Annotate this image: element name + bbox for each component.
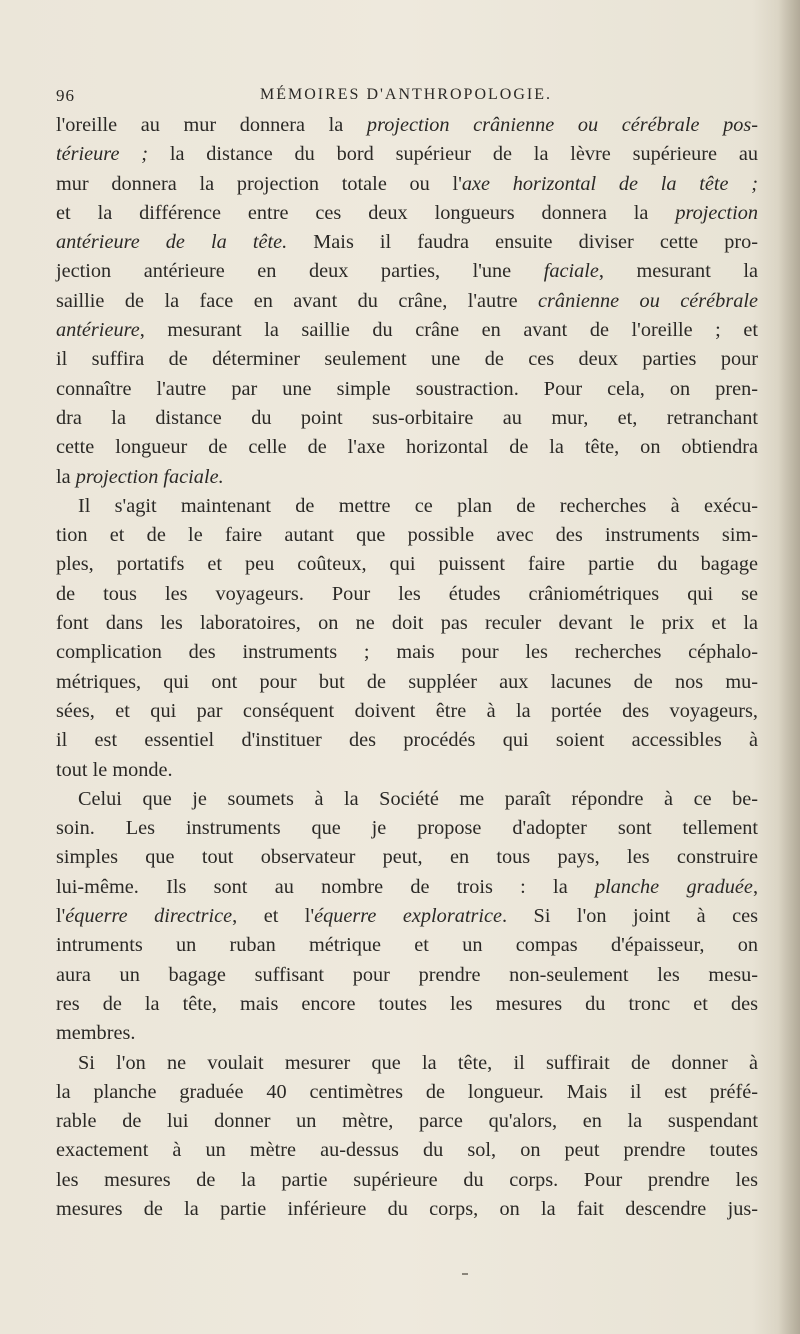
italic-term: antérieure de la tête. [56, 231, 288, 254]
running-title: MÉMOIRES D'ANTHROPOLOGIE. [260, 86, 552, 103]
text-line [56, 170, 758, 199]
text-segment: tout le monde. [56, 758, 173, 781]
text-segment: il suffira de déterminer seulement une de ces deux parties pour [56, 348, 758, 371]
text-segment: font dans les laboratoires, on ne doit pas reculer devant le prix et la [56, 612, 758, 635]
text-segment: exactement à un mètre au-dessus du sol, on peut prendre toutes [56, 1139, 758, 1162]
text-segment: la planche graduée 40 centimètres de longueur. Mais il est préfé- [56, 1080, 758, 1103]
text-line [56, 931, 758, 960]
text-segment: l' [56, 905, 66, 928]
text-line [56, 814, 758, 843]
text-segment: Si l'on ne voulait mesurer que la tête, il suffirait de donner à [78, 1051, 758, 1074]
text-line [56, 404, 758, 433]
italic-term: équerre exploratrice [314, 905, 503, 928]
text-line [56, 1107, 758, 1136]
italic-term: crânienne ou cérébrale [538, 289, 758, 312]
text-line [56, 287, 758, 316]
text-segment: intruments un ruban métrique et un compas d'épaisseur, on [56, 934, 758, 957]
italic-term: antérieure [56, 319, 140, 342]
text-segment: aura un bagage suffisant pour prendre non-seulement les mesu- [56, 963, 758, 986]
text-line [56, 492, 758, 521]
text-segment: Mais il faudra ensuite diviser cette pro- [287, 231, 759, 254]
text-segment: Il s'agit maintenant de mettre ce plan de recherches à exécu- [78, 494, 758, 517]
text-segment: l'oreille au mur donnera la [56, 114, 367, 136]
text-segment: , et l' [232, 905, 315, 928]
text-segment: jection antérieure en deux parties, l'une [56, 260, 544, 283]
text-segment: de tous les voyageurs. Pour les études crâniométriques qui se [56, 582, 758, 605]
text-segment: Celui que je soumets à la Société me paraît répondre à ce be- [78, 787, 758, 810]
text-line [56, 756, 758, 785]
text-line [56, 902, 758, 931]
text-line [56, 990, 758, 1019]
text-segment: res de la tête, mais encore toutes les mesures du tronc et des [56, 992, 758, 1015]
text-segment: ples, portatifs et peu coûteux, qui puissent faire partie du bagage [56, 553, 758, 576]
text-line [56, 140, 758, 169]
text-line [56, 199, 758, 228]
text-line [56, 726, 758, 755]
text-segment: la distance du bord supérieur de la lèvre supérieure au [148, 143, 758, 166]
italic-term: projection [675, 201, 758, 224]
text-segment: il est essentiel d'instituer des procédés qui soient accessibles à [56, 729, 758, 752]
text-segment: membres. [56, 1022, 136, 1045]
text-line [56, 375, 758, 404]
page-number: 96 [56, 86, 75, 105]
text-segment: les mesures de la partie supérieure du corps. Pour prendre les [56, 1168, 758, 1191]
text-line [56, 843, 758, 872]
text-segment: simples que tout observateur peut, en tous pays, les construire [56, 846, 758, 869]
text-line [56, 316, 758, 345]
text-segment: , mesurant la [598, 260, 758, 283]
italic-term: térieure ; [56, 143, 149, 166]
text-line [56, 1049, 758, 1078]
text-segment: rable de lui donner un mètre, parce qu'alors, en la suspendant [56, 1110, 758, 1133]
text-segment: , mesurant la saillie du crâne en avant de l'oreille ; et [139, 319, 758, 342]
text-line [56, 1195, 758, 1224]
text-line [56, 111, 758, 140]
italic-term: axe horizontal de la tête ; [461, 172, 758, 195]
text-line [56, 345, 758, 374]
text-segment: et la différence entre ces deux longueurs donnera la [56, 201, 676, 224]
page-spine-shadow [778, 0, 800, 1334]
text-segment: dra la distance du point sus-orbitaire au mur, et, retranchant [56, 406, 758, 429]
text-line [56, 463, 758, 492]
text-segment: métriques, qui ont pour but de suppléer aux lacunes de nos mu- [56, 670, 758, 693]
text-line [56, 1166, 758, 1195]
text-segment: , [752, 875, 759, 898]
text-line [56, 697, 758, 726]
body-text [56, 111, 758, 1224]
text-segment: soin. Les instruments que je propose d'adopter sont tellement [56, 817, 758, 840]
italic-term: faciale [543, 260, 599, 283]
italic-term: projection faciale. [75, 465, 224, 488]
print-mark [462, 1273, 468, 1275]
text-line [56, 785, 758, 814]
text-line [56, 638, 758, 667]
text-segment: . Si l'on joint à ces [502, 905, 758, 928]
text-segment: cette longueur de celle de l'axe horizontal de la tête, on obtiendra [56, 436, 758, 459]
text-line [56, 961, 758, 990]
text-segment: mesures de la partie inférieure du corps, on la fait descendre jus- [56, 1197, 758, 1220]
text-line [56, 609, 758, 638]
text-segment: la [56, 465, 76, 488]
text-line [56, 433, 758, 462]
italic-term: planche graduée [594, 875, 753, 898]
text-line [56, 1136, 758, 1165]
text-segment: tion et de le faire autant que possible avec des instruments sim- [56, 524, 758, 547]
text-line [56, 1019, 758, 1048]
text-segment: mur donnera la projection totale ou l' [56, 172, 462, 195]
text-segment: complication des instruments ; mais pour les recherches céphalo- [56, 641, 758, 664]
text-line [56, 668, 758, 697]
italic-term: équerre directrice [65, 905, 233, 928]
text-segment: saillie de la face en avant du crâne, l'autre [56, 289, 539, 312]
text-line [56, 873, 758, 902]
text-line [56, 550, 758, 579]
text-line [56, 580, 758, 609]
text-line [56, 521, 758, 550]
text-segment: connaître l'autre par une simple soustraction. Pour cela, on pren- [56, 377, 758, 400]
text-line [56, 257, 758, 286]
italic-term: projection crânienne ou cérébrale pos- [366, 114, 758, 136]
text-segment: sées, et qui par conséquent doivent être à la portée des voyageurs, [56, 699, 758, 722]
text-line [56, 228, 758, 257]
text-line [56, 1078, 758, 1107]
text-segment: lui-même. Ils sont au nombre de trois : la [56, 875, 595, 898]
